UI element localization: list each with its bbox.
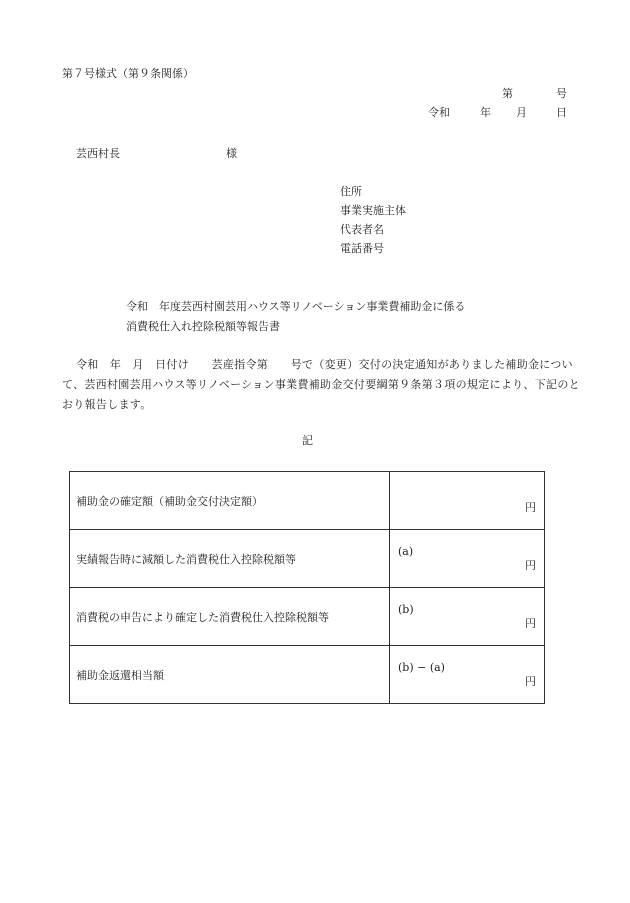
table-row <box>70 472 545 530</box>
row-label: 実績報告時に減額した消費税仕入控除税額等 <box>70 530 390 588</box>
report-title-line1: 令和 年度芸西村園芸用ハウス等リノベーション事業費補助金に係る <box>126 300 466 313</box>
number-suffix: 号 <box>556 87 567 100</box>
row-value-cell[interactable] <box>390 588 545 646</box>
report-body-text: 令和 年 月 日付け 芸産指令第 号で（変更）交付の決定通知がありました補助金について、芸西村園芸用ハウス等リノベーション事業費補助金交付要綱第９条第３項の規定により、下記のとおり報告します。 <box>62 358 580 411</box>
addressee-name: 芸西村長 <box>76 147 120 160</box>
date-day-label: 日 <box>556 106 567 119</box>
table-row <box>70 646 545 704</box>
sender-phone-label: 電話番号 <box>340 242 384 255</box>
row-value-cell[interactable] <box>390 530 545 588</box>
yen-unit: 円 <box>525 675 536 688</box>
row-label: 補助金返還相当額 <box>70 646 390 704</box>
row-label: 消費税の申告により確定した消費税仕入控除税額等 <box>70 588 390 646</box>
addressee-honorific: 様 <box>226 147 237 160</box>
row-label: 補助金の確定額（補助金交付決定額） <box>70 472 390 530</box>
date-month-label: 月 <box>516 106 527 119</box>
number-prefix: 第 <box>502 87 513 100</box>
yen-unit: 円 <box>525 617 536 630</box>
sender-representative-label: 代表者名 <box>340 223 384 236</box>
yen-unit: 円 <box>525 559 536 572</box>
date-year-label: 年 <box>480 106 491 119</box>
report-table <box>69 471 545 704</box>
sender-address-label: 住所 <box>340 185 362 198</box>
date-era: 令和 <box>428 106 450 119</box>
ki-heading: 記 <box>302 434 313 447</box>
row-mark: (a) <box>398 545 414 558</box>
yen-unit: 円 <box>525 501 536 514</box>
report-title-line2: 消費税仕入れ控除税額等報告書 <box>126 320 280 333</box>
row-mark: (b) <box>398 603 414 616</box>
row-value-cell[interactable] <box>390 472 545 530</box>
row-value-cell[interactable] <box>390 646 545 704</box>
form-label: 第７号様式（第９条関係） <box>62 67 194 80</box>
table-row <box>70 588 545 646</box>
sender-entity-label: 事業実施主体 <box>340 204 406 217</box>
table-row <box>70 530 545 588</box>
row-mark: (b) − (a) <box>398 661 445 674</box>
